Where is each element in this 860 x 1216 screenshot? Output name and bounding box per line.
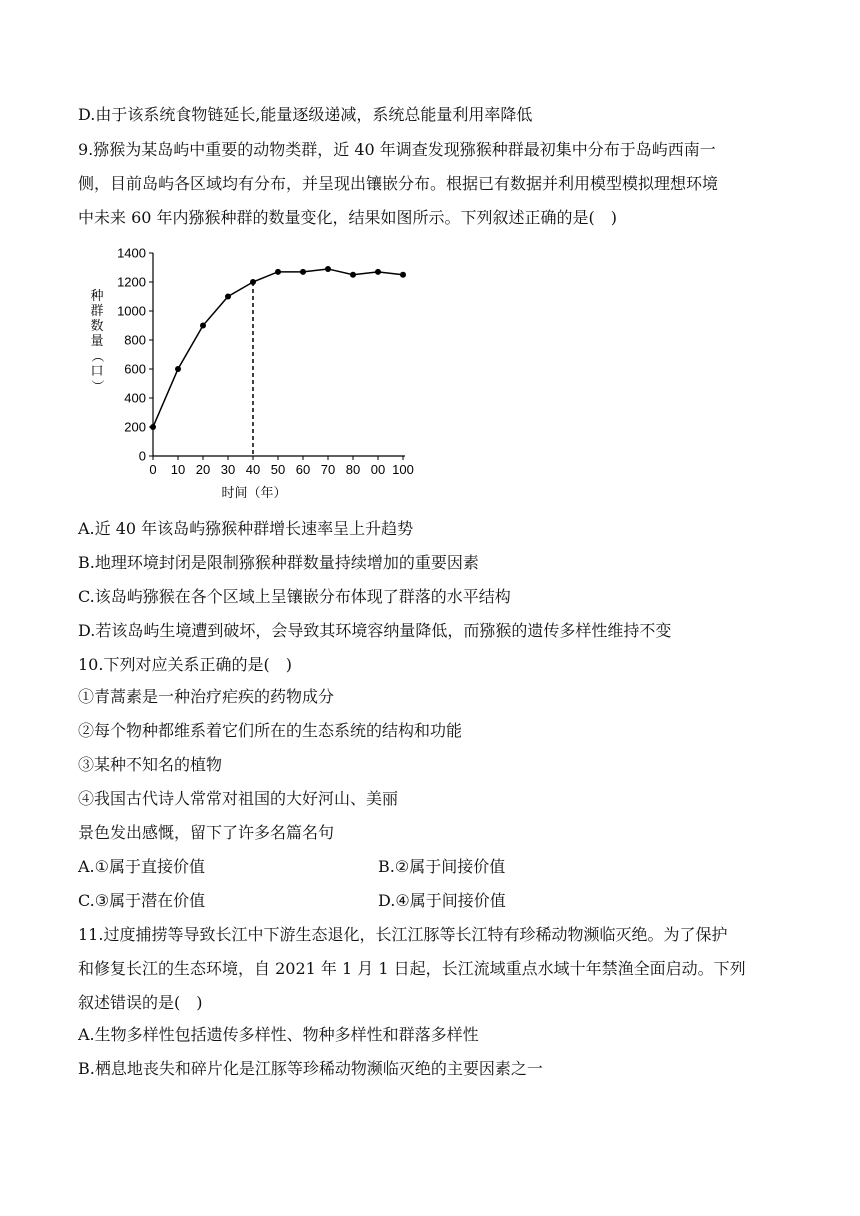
x-tick-label: 00 bbox=[370, 462, 386, 477]
x-tick-labels bbox=[149, 462, 413, 477]
question-11-line-1: 11.过度捕捞等导致长江中下游生态退化，长江江豚等长江特有珍稀动物濒临灭绝。为了保护 bbox=[78, 925, 728, 944]
x-tick-label: 20 bbox=[195, 462, 211, 477]
question-9-line-1: 9.猕猴为某岛屿中重要的动物类群，近 40 年调查发现猕猴种群最初集中分布于岛屿西南一 bbox=[78, 140, 716, 159]
question-10-option-d: D.④属于间接价值 bbox=[378, 891, 506, 910]
x-tick-label: 50 bbox=[270, 462, 286, 477]
y-tick-label: 400 bbox=[124, 390, 146, 406]
data-point bbox=[300, 269, 306, 275]
y-axis-label-char: 群 bbox=[90, 303, 104, 318]
question-11-option-b: B.栖息地丧失和碎片化是江豚等珍稀动物濒临灭绝的主要因素之一 bbox=[78, 1059, 543, 1078]
question-10-item-4a: ④我国古代诗人常常对祖国的大好河山、美丽 bbox=[78, 789, 399, 808]
x-tick-label: 30 bbox=[220, 462, 236, 477]
data-point bbox=[400, 272, 406, 278]
question-9-option-a: A.近 40 年该岛屿猕猴种群增长速率呈上升趋势 bbox=[78, 519, 414, 538]
series-points bbox=[150, 266, 406, 430]
y-axis-label-char: （ bbox=[90, 349, 105, 363]
question-10-item-3: ③某种不知名的植物 bbox=[78, 755, 223, 774]
data-point bbox=[325, 266, 331, 272]
y-axis-label-char: 数 bbox=[90, 318, 104, 333]
x-tick-label: 40 bbox=[245, 462, 261, 477]
population-line-chart bbox=[84, 240, 424, 506]
question-9-option-c: C.该岛屿猕猴在各个区域上呈镶嵌分布体现了群落的水平结构 bbox=[78, 587, 511, 606]
x-axis-label: 时间（年） bbox=[221, 485, 287, 500]
y-tick-label: 0 bbox=[138, 448, 146, 464]
question-9-line-2: 侧，目前岛屿各区域均有分布，并呈现出镶嵌分布。根据已有数据并利用模型模拟理想环境 bbox=[78, 174, 719, 193]
question-11-line-3: 叙述错误的是( ) bbox=[78, 993, 203, 1012]
question-10-stem: 10.下列对应关系正确的是( ) bbox=[78, 655, 292, 674]
question-10-option-a: A.①属于直接价值 bbox=[78, 857, 205, 876]
data-point bbox=[225, 294, 231, 300]
question-9-option-b: B.地理环境封闭是限制猕猴种群数量持续增加的重要因素 bbox=[78, 553, 479, 572]
x-tick-label: 100 bbox=[392, 462, 414, 477]
data-point bbox=[175, 366, 181, 372]
data-point bbox=[250, 279, 256, 285]
y-axis-label-char: 种 bbox=[90, 288, 104, 303]
x-tick-label: 0 bbox=[149, 462, 157, 477]
y-tick-label: 1200 bbox=[117, 274, 146, 290]
question-9-option-d: D.若该岛屿生境遭到破坏，会导致其环境容纳量降低，而猕猴的遗传多样性维持不变 bbox=[78, 621, 672, 640]
question-10-item-2: ②每个物种都维系着它们所在的生态系统的结构和功能 bbox=[78, 721, 463, 740]
y-tick-label: 600 bbox=[124, 361, 146, 377]
question-10-item-1: ①青蒿素是一种治疗疟疾的药物成分 bbox=[78, 687, 335, 706]
y-tick-label: 1400 bbox=[117, 245, 146, 261]
data-point bbox=[200, 323, 206, 329]
series-line bbox=[153, 269, 403, 427]
chart-axes bbox=[149, 253, 405, 460]
data-point bbox=[350, 272, 356, 278]
x-tick-label: 80 bbox=[345, 462, 361, 477]
y-tick-label: 1000 bbox=[117, 303, 146, 319]
y-axis-label bbox=[90, 288, 105, 393]
data-point bbox=[375, 269, 381, 275]
y-axis-label-char: ） bbox=[90, 379, 105, 393]
y-tick-labels bbox=[117, 246, 146, 464]
question-11-line-2: 和修复长江的生态环境，自 2021 年 1 月 1 日起，长江流域重点水域十年禁渔全面启动。下列 bbox=[78, 959, 746, 978]
question-9-line-3: 中未来 60 年内猕猴种群的数量变化，结果如图所示。下列叙述正确的是( ) bbox=[78, 208, 618, 227]
question-10-option-b: B.②属于间接价值 bbox=[378, 857, 506, 876]
y-tick-label: 200 bbox=[124, 419, 146, 435]
x-tick-label: 70 bbox=[320, 462, 336, 477]
option-d-prev: D.由于该系统食物链延长,能量逐级递减，系统总能量利用率降低 bbox=[78, 105, 533, 124]
y-axis-label-char: 口 bbox=[90, 363, 104, 378]
question-10-item-4b: 景色发出感慨，留下了许多名篇名句 bbox=[78, 823, 335, 842]
data-point bbox=[275, 269, 281, 275]
x-tick-label: 60 bbox=[295, 462, 311, 477]
x-tick-label: 10 bbox=[170, 462, 186, 477]
y-tick-label: 800 bbox=[124, 332, 146, 348]
question-10-option-c: C.③属于潜在价值 bbox=[78, 891, 206, 910]
question-11-option-a: A.生物多样性包括遗传多样性、物种多样性和群落多样性 bbox=[78, 1025, 479, 1044]
y-axis-label-char: 量 bbox=[90, 333, 104, 348]
data-point bbox=[150, 424, 156, 430]
